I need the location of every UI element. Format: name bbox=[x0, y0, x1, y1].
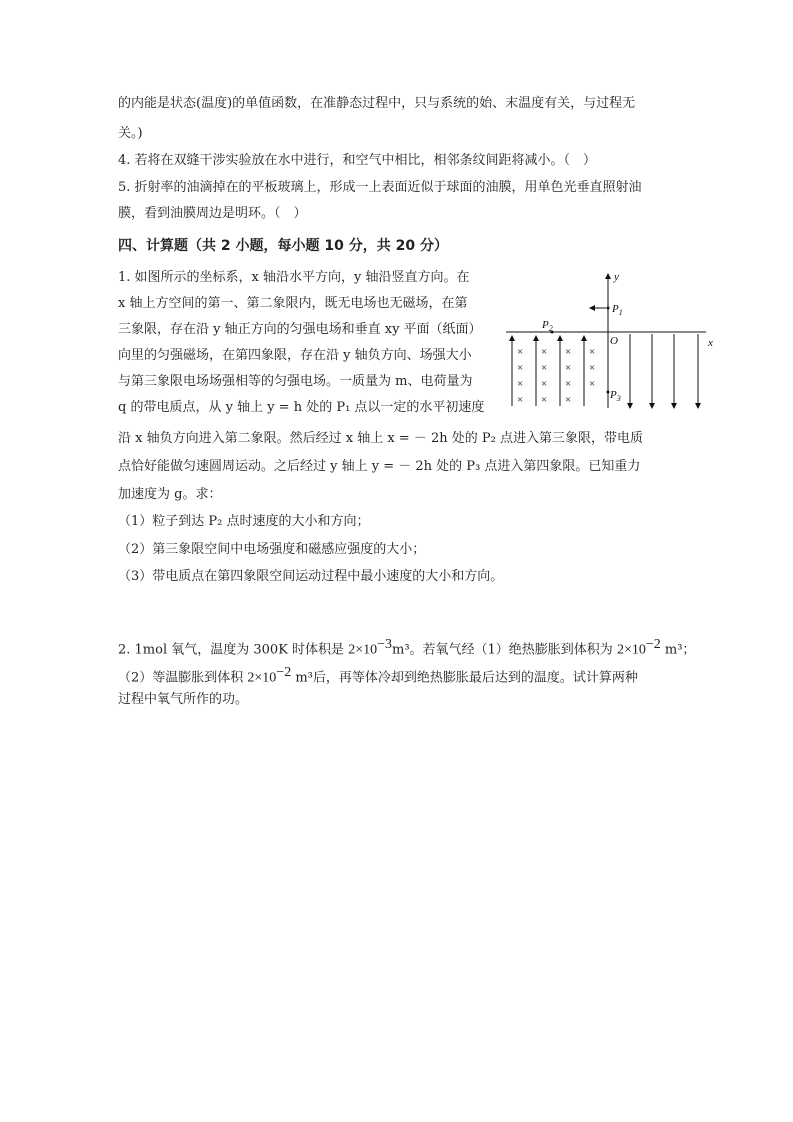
q1-text: 加速度为 g。求： bbox=[118, 487, 222, 502]
svg-text:×: × bbox=[517, 362, 524, 374]
paragraph-continuation: 的内能是状态(温度)的单值函数，在准静态过程中，只与系统的始、末温度有关，与过程无 bbox=[118, 96, 636, 111]
q1-text: 沿 x 轴负方向进入第二象限。然后经过 x 轴上 x = － 2h 处的 P₂ 点进入第三象限，带电质 bbox=[118, 431, 643, 446]
svg-text:×: × bbox=[541, 378, 548, 390]
section-heading: 四、计算题（共 2 小题，每小题 10 分，共 20 分） bbox=[118, 238, 448, 254]
svg-text:×: × bbox=[589, 362, 596, 374]
svg-text:×: × bbox=[589, 378, 596, 390]
svg-text:×: × bbox=[565, 378, 572, 390]
judge-item-4: 4. 若将在双缝干涉实验放在水中进行，和空气中相比，相邻条纹间距将减小。（ ） bbox=[118, 153, 597, 168]
svg-text:×: × bbox=[589, 346, 596, 358]
svg-text:×: × bbox=[517, 394, 524, 406]
p3-label: $P_3$ bbox=[610, 389, 621, 403]
q1-text: 1. 如图所示的坐标系，x 轴沿水平方向，y 轴沿竖直方向。在 bbox=[118, 270, 470, 285]
q1-subquestion-3: （3）带电质点在第四象限空间运动过程中最小速度的大小和方向。 bbox=[118, 569, 504, 584]
svg-text:×: × bbox=[565, 346, 572, 358]
y-axis-label: y bbox=[614, 271, 619, 283]
q1-text: 与第三象限电场场强相等的匀强电场。一质量为 m、电荷量为 bbox=[118, 374, 473, 389]
q1-text: 点恰好能做匀速圆周运动。之后经过 y 轴上 y = － 2h 处的 P₃ 点进入第四象限。已知重力 bbox=[118, 459, 641, 474]
q1-text: x 轴上方空间的第一、第二象限内，既无电场也无磁场，在第 bbox=[118, 296, 468, 311]
svg-text:×: × bbox=[565, 394, 572, 406]
p2-label: $P_2$ bbox=[542, 319, 553, 333]
q2-line-2: （2）等温膨胀到体积 $2\times 10^{-2}$ m³后，再等体冷却到绝热膨胀最后达到的温度。试计算两种 bbox=[118, 665, 638, 686]
x-axis-label: x bbox=[708, 337, 713, 349]
p1-point bbox=[607, 307, 610, 310]
svg-text:×: × bbox=[541, 346, 548, 358]
q2-line-1: 2. 1mol 氧气，温度为 300K 时体积是 $2\times 10^{-3}m^3$。若氧气经（1）绝热膨胀到体积为 $2\times 10^{-2}$ m³； bbox=[118, 637, 696, 658]
q1-text: 三象限，存在沿 y 轴正方向的匀强电场和垂直 xy 平面（纸面） bbox=[118, 322, 482, 337]
svg-text:×: × bbox=[541, 394, 548, 406]
origin-label: O bbox=[610, 335, 618, 347]
magnetic-field-crosses bbox=[517, 346, 595, 406]
judge-item-5-cont: 膜，看到油膜周边是明环。（ ） bbox=[118, 206, 307, 221]
coordinate-figure bbox=[502, 268, 724, 414]
q2-line-3: 过程中氧气所作的功。 bbox=[118, 692, 249, 707]
judge-item-5: 5. 折射率的油滴掉在的平板玻璃上，形成一上表面近似于球面的油膜，用单色光垂直照射油 bbox=[118, 180, 642, 195]
q1-text: q 的带电质点，从 y 轴上 y = h 处的 P₁ 点以一定的水平初速度 bbox=[118, 400, 485, 415]
svg-text:×: × bbox=[565, 362, 572, 374]
q1-subquestion-1: （1）粒子到达 P₂ 点时速度的大小和方向； bbox=[118, 514, 370, 529]
paragraph-continuation: 关。) bbox=[118, 126, 143, 141]
q1-subquestion-2: （2）第三象限空间中电场强度和磁感应强度的大小； bbox=[118, 542, 426, 557]
fourth-quadrant-field-lines bbox=[630, 334, 698, 408]
svg-text:×: × bbox=[517, 346, 524, 358]
svg-text:×: × bbox=[541, 362, 548, 374]
q1-text: 向里的匀强磁场，在第四象限，存在沿 y 轴负方向、场强大小 bbox=[118, 348, 472, 363]
p1-label: $P_1$ bbox=[612, 303, 623, 317]
svg-text:×: × bbox=[517, 378, 524, 390]
